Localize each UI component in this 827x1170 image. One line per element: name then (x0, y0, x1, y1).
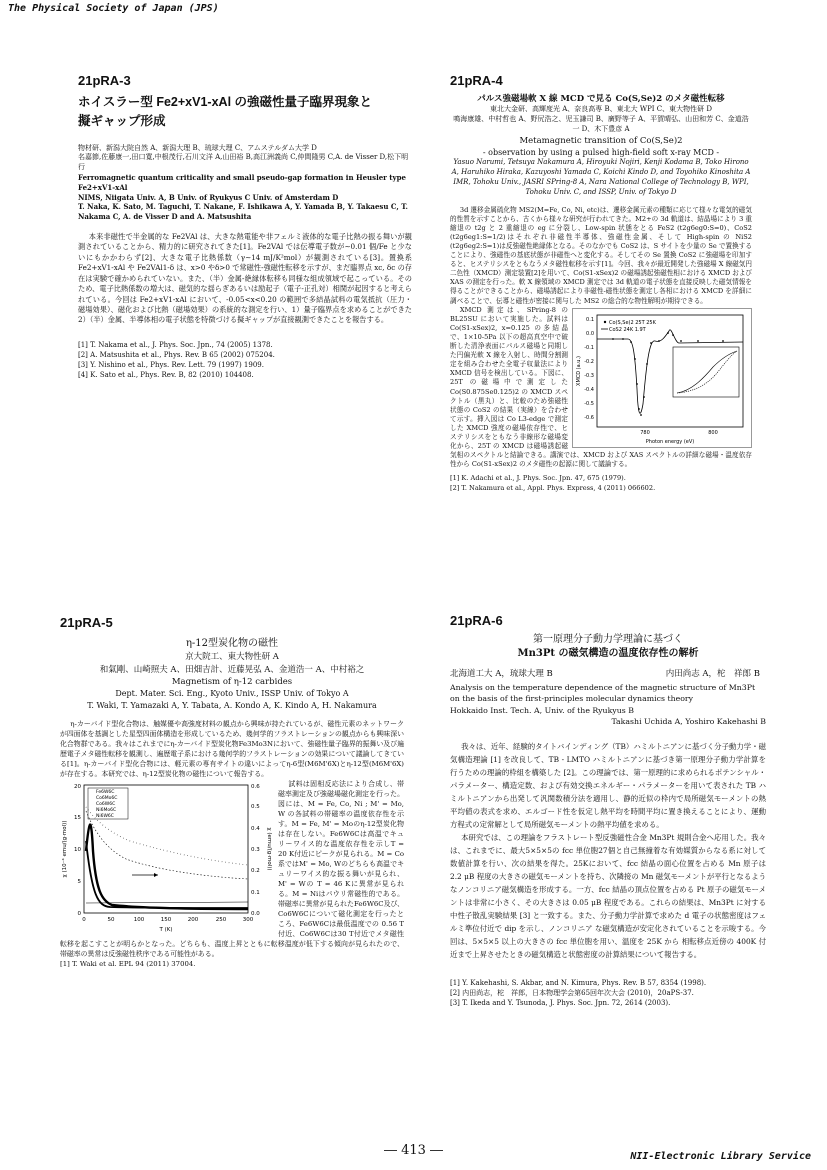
x-tick-label: 100 (133, 917, 145, 924)
y-tick-label: 5 (77, 879, 81, 886)
fe6w6c-curve (86, 825, 248, 909)
affiliation-en: IMR, Tohoku Univ., JASRI SPring-8 A, Nara National College of Technology B, WPI, Tohoku Univ. C, and ISSP, Univ. of Tokyo D (453, 178, 749, 196)
x-tick-label: 800 (708, 429, 718, 436)
y2-tick-label: 0.5 (251, 804, 260, 811)
y-axis-label: XMCD (a.u.) (576, 355, 582, 386)
legend-entry: Co6W6C (96, 802, 116, 808)
title-en: Analysis on the temperature dependence of the magnetic structure of Mn3Pt on the basis of the first-principles molecular dynamics theory (450, 683, 756, 704)
references (60, 959, 404, 969)
y2-tick-label: 0.0 (251, 911, 260, 918)
body-paragraph: XMCD 測定は、SPring-8 の BL25SU において実施した。試料は Co(S1-xSex)2, x=0.125 の多結晶で、1×10-5Pa 以下の超高真空中で破断した清浄表面にパルス磁場と同期した円偏光軟 X 線を入射し、時間分割測定を組み合わせた全電子収量法により XMCD 信号を検出している。下図に、25T の磁場中で測定した Co(S0.875Se0.125)2 の XMCD スペクトル（黒丸）と、比較のため強磁性状態の CoS2 の結果（実線）を合わせて示す。挿入図は Co L3-edge で測定した XMCD 強度の磁場依存性で、ヒステリシスをともなう非線形な磁場変化から、25T の XMCD は磁場誘起磁気相のスペクトルと結論できる。講演では、XMCD および XAS スペクトルの詳細な磁場・温度依存性から Co(S1-xSex)2 のメタ磁性の起源に関して議論する。 (450, 305, 752, 469)
abstract-title-jp: η-12型炭化物の磁性 (185, 637, 279, 649)
y-tick-label: 0 (77, 911, 81, 918)
reference-item: [2] T. Nakamura et al., Appl. Phys. Express, 4 (2011) 066602. (450, 483, 656, 492)
reference-item: [3] Y. Nishino et al., Phys. Rev. Lett. 79 (1997) 1909. (78, 361, 264, 370)
axis-arrowhead (154, 873, 158, 877)
abstract-title-jp-line2: 擬ギャップ形成 (78, 114, 166, 129)
susceptibility-figure (60, 781, 272, 933)
x-tick-label: 0 (82, 917, 86, 924)
abstract-21pRA-4 (450, 72, 752, 572)
abstract-body (60, 719, 404, 959)
y-tick-label: 20 (74, 784, 81, 791)
authors-jp: 内田尚志 A，柁 祥郎 B (665, 668, 760, 679)
x-tick-label: 50 (107, 917, 115, 924)
authors-jp: 和氣剛、山崎照夫 A、田畑吉計、近藤晃弘 A、金道浩一 A、中村裕之 (99, 664, 365, 675)
y-tick-label: -0.6 (584, 414, 594, 421)
affiliation-en: Dept. Mater. Sci. Eng., Kyoto Univ., ISSP Univ. of Tokyo A (115, 689, 349, 699)
y-tick-label: -0.1 (584, 344, 594, 351)
affiliation-jp: 京大院工、東大物性研 A (185, 652, 279, 663)
service-footer: NII-Electronic Library Service (630, 1151, 811, 1162)
references (78, 340, 412, 381)
authors-jp: 鳴海康雄、中村哲也 A、野尻浩之、児玉謙司 B、廣野等子 A、平賀晴弘、山田和芳 C、金道浩一 D、木下豊彦 A (453, 114, 749, 133)
legend-entry: Ni6Mo6C (96, 808, 117, 814)
y-tick-label: 0.0 (586, 330, 594, 337)
y-tick-label: 0.1 (586, 316, 594, 323)
body-paragraph: 本来非磁性で半金属的な Fe2VAl は、大きな熱電能や非フェルミ液体的な電子比熱の振る舞いが観測されていることから、精力的に研究されてきた[1]。Fe2VAl では伝導電子数が∼0.01 個/Fe と少ないにもかかわらず[2]、大きな電子比熱係数（γ∼14 mJ/K²mol）が観測されている[3]。置換系 Fe2+xV1-xAl や Fe2VAl1-δ は、x>0 やδ>0 で常磁性-強磁性転移を示すが、まだ臨界点 xc, δc の存在は実験で確かめられていない。また、（半）金属-絶縁体転移も同様な組成領域で起こっている。そのため、電子比熱係数の増大は、磁気的な揺らぎあるいは励起子（電子-正孔対）相関が起因すると考えられている。今回は Fe2+xV1-xAl において、-0.05<x<0.20 の範囲で多結晶試料の電気抵抗（圧力・磁場効果）、磁化および比熱（磁場効果）の系統的な測定を行い、1）量子臨界点を求めることができた 2）（半）金属、半導体相の電子状態を特徴づける擬ギャップが直接観測できたことを報告する。 (78, 231, 412, 325)
affiliation-jp: 北海道工大 A，琉球大理 B (450, 668, 553, 679)
legend-entry: Co(S,Se)2 25T 25K (609, 319, 656, 326)
x-tick-label: 300 (242, 917, 254, 924)
abstract-code: 21pRA-4 (450, 73, 503, 88)
xmcd-plot (573, 309, 751, 447)
abstract-body (450, 741, 766, 961)
abstract-title-jp: パルス強磁場軟 X 線 MCD で見る Co(S,Se)2 のメタ磁性転移 (477, 93, 725, 104)
reference-item: [1] T. Waki et al. EPL 94 (2011) 37004. (60, 960, 196, 969)
affiliation-jp: 物材研、新潟大院自然 A、新潟大理 B、琉球大理 C、アムステルダム大学 D (78, 143, 317, 152)
abstract-title-jp: 第一原理分子動力学理論に基づく (533, 633, 683, 645)
x-tick-label: 150 (160, 917, 172, 924)
affiliation-en: Hokkaido Inst. Tech. A, Univ. of the Ryukyus B (450, 705, 634, 715)
y-tick-label: -0.4 (584, 386, 594, 393)
legend-entry: Co6Mo6C (96, 796, 118, 802)
page-number: ― 413 ― (383, 1143, 444, 1158)
title-en: Ferromagnetic quantum criticality and small pseudo-gap formation in Heusler type Fe2+xV1-xAl (78, 172, 406, 192)
x-tick-label: 250 (215, 917, 227, 924)
abstract-body (78, 232, 412, 326)
x-tick-label: 200 (187, 917, 199, 924)
y-tick-label: 10 (74, 847, 81, 854)
y2-tick-label: 0.4 (251, 826, 260, 833)
y2-axis-label: χ (emu/(g·mol)) (266, 827, 272, 872)
references (450, 474, 752, 493)
abstract-21pRA-6 (450, 612, 766, 1082)
affiliation-jp: 東北大金研、高輝度光 A、奈良高専 B、東北大 WPI C、東大物性研 D (490, 105, 712, 114)
subtitle-en: - observation by using a pulsed high-field soft x-ray MCD - (482, 147, 720, 157)
y2-tick-label: 0.1 (251, 890, 260, 897)
reference-item: [2] A. Matsushita et al., Phys. Rev. B 65 (2002) 075204. (78, 351, 275, 360)
reference-item: [3] T. Ikeda and Y. Tsunoda, J. Phys. Soc. Jpn. 72, 2614 (2003). (450, 998, 671, 1007)
body-paragraph: η-カーバイド型化合物は、触媒優や高強度材料の観点から興味が持たれているが、磁性元素のネットワークが四面体を基調とした星型四面体構造を形成しているため、幾何学的フラストレーションの観点からも興味深い化合物群である。我々はこれまでにη-カーバイド型炭化物Fe3Mo3Nにおいて、強磁性量子臨界的振舞い及び遍歴電子メタ磁性転移を観測し、遍歴電子系における幾何学的フラストレーションの効果について議論してきている[1]。η-カーバイド型化合物には、軽元素の専有サイトの違いによってη-6型(M6M'6X)とη-12型(M6M'6X)が存在する。本研究では、η-12型炭化物の磁性について報告する。 (60, 720, 404, 779)
authors-en: Takashi Uchida A, Yoshiro Kakehashi B (611, 717, 766, 727)
y2-tick-label: 0.3 (251, 847, 260, 854)
body-paragraph: 本研究では、この理論をフラストレート型反強磁性合金 Mn3Pt 規則合金へ応用した。我々は、これまでに、最大5×5×5の fcc 単位胞27個と自己無撞着な有効媒質からなる系に対して数値計算を行い、次の結果を得た。25Kにおいて、fcc 結晶の面心位置を占める Mn 原子は 2.2 μB 程度の大きさの磁気モーメントを持ち、次隣接の Mn 磁気モーメントが平行となるようなノンコリニア磁気構造を形成する。一方、fcc 結晶の頂点位置を占める Pt 原子の磁気モーメントは非常に小さく、その大きさは 0.05 μB 程度である。これらの結果は、Mn3Pt に対する中性子散乱実験結果 [3] と一致する。また、分子動力学計算で求めた d 電子の状態密度はフェルミ準位付近で dip を示し、ノンコリニア な磁気構造が安定化されていることを示唆する。今回は、5×5×5 以上の大きさの fcc 単位胞を用い、温度を 25K から 相転移点近傍の 400K 付近まで上昇させたときの磁気構造と状態密度の計算結果について報告する。 (450, 833, 766, 959)
x-axis-label: T (K) (159, 927, 173, 934)
co6mo6c-curve (86, 811, 248, 879)
body-paragraph: 3d 遷移金属硫化物 MS2(M=Fe, Co, Ni, etc)は、遷移金属元素の種類に応じて様々な電気的磁気的性質を示すことから、古くから様々な研究が行われてきた。M2+の 3d 軌道は、結晶場により 3 重縮退の t2g と 2 重縮退の eg に分裂し、Low-spin 状態をとる FeS2 (t2g6eg0:S=0)、CoS2 (t2g6eg1:S=1/2)はそれぞれ非磁性半導体、強磁性金属、そして High-spin の NiS2 (t2g6eg2:S=1)は反強磁性絶縁体となる。そのなかでも CoS2 は、S サイトを少量の Se で置換することにより、強磁性の基底状態が非磁性へと変化する。そしてその Se 置換 CoS2 に強磁場を印加すると、ヒステリシスをともなうメタ磁性転移を示す[1]。今回、我々が最近開発した強磁場 X 線磁気円二色性（XMCD）測定装置[2]を用いて、Co(S1-xSex)2 の磁場誘起強磁性相における XMCD および XAS の測定を行った。軟 X 線領域の XMCD 測定では 3d 軌道の電子状態を直接反映した磁気情報を得ることができることから、磁場誘起により非磁性-磁性状態を測定し各相における XMCD を詳細に調べることで、伝導と磁性が密接に関与した MS2 の総合的な物性解明が期待できる。 (450, 205, 752, 305)
abstract-title-jp-line2: Mn3Pt の磁気構造の温度依存性の解析 (517, 648, 699, 660)
body-paragraph: 試料は固相反応法により合成し、帯磁率測定及び強磁場磁化測定を行った。図には、M = Fe, Co, Ni ; M' = Mo, W の各試料の帯磁率の温度依存性を示す。M = Fe, M' = Moのη-12型炭化物は存在しない。Fe6W6Cは高温でキュリーワイス的な温度依存性を示しT = 20 K付近にピークが見られる。M = Co系ではM' = Mo, Wのどちらも高温でキュリーワイス的な振る舞いが見られ、M' = Wの T = 46 Kに異常が見られる。M = Niはパウリ常磁性的である。帯磁率に異常が見られたFe6W6C及び、Co6W6Cについて磁化測定を行ったところ、Fe6W6Cは最低温度での 0.56 T付近、Co6W6Cは30 T付近でメタ磁性転移を起こすことが明らかとなった。どちらも、温度上昇とともに転移温度が低下する傾向が見られたので、帯磁率の異常は反強磁性秩序である可能性がある。 (60, 780, 404, 959)
xmcd-figure (572, 308, 752, 448)
x-axis-label: Photon energy (eV) (645, 438, 695, 445)
y-axis-label: χ (10⁻⁴ emu/(g·mol)) (62, 821, 68, 878)
ni6w6c-curve (86, 902, 248, 903)
reference-item: [1] Y. Kakehashi, S. Akbar, and N. Kimura, Phys. Rev. B 57, 8354 (1998). (450, 978, 707, 987)
y-tick-label: -0.3 (584, 372, 594, 379)
references (450, 978, 766, 1008)
affiliation-authors-row (450, 668, 766, 680)
legend-marker (604, 320, 606, 322)
title-en: Metamagnetic transition of Co(S,Se)2 (519, 135, 683, 146)
abstract-code: 21pRA-5 (60, 615, 113, 630)
abstract-21pRA-5 (60, 614, 404, 1080)
affiliation-en: NIMS, Niigata Univ. A, B Univ. of Ryukyus C Univ. of Amsterdam D (78, 192, 339, 202)
legend-entry: CoS2 24K 1.9T (609, 326, 646, 333)
y2-tick-label: 0.2 (251, 868, 260, 875)
x-tick-label: 780 (640, 429, 650, 436)
y-tick-label: -0.5 (584, 400, 594, 407)
reference-item: [4] K. Sato et al., Phys. Rev. B, 82 (2010) 104408. (78, 371, 254, 380)
authors-en: Yasuo Narumi, Tetsuya Nakamura A, Hiroyuki Nojiri, Kenji Kodama B, Toko Hirono A, Haruhiko Hiraka, Kazuyoshi Yamada C, Koichi Kindo D, and Toyohiko Kinoshita A (451, 158, 751, 177)
y-tick-label: 15 (74, 815, 81, 822)
y-tick-label: -0.2 (584, 358, 594, 365)
reference-item: [2] 内田尚志，柁 祥郎，日本物理学会第65回年次大会 (2010)，20aPS-37. (450, 988, 694, 997)
legend-entry: Fe6W6C (96, 790, 115, 796)
y2-tick-label: 0.6 (251, 784, 260, 791)
title-en: Magnetism of η-12 carbides (171, 676, 293, 687)
legend-entry: Ni6W6C (96, 814, 114, 820)
authors-en: T. Naka, K. Sato, M. Taguchi, T. Nakane, F. Ishikawa A, Y. Yamada B, Y. Takaesu C, T. Nakama C, A. de Visser D and A. Matsushita (78, 202, 408, 222)
abstract-code: 21pRA-6 (450, 613, 503, 628)
abstract-21pRA-3 (78, 72, 412, 572)
susceptibility-plot (60, 781, 272, 933)
abstract-title-jp: ホイスラー型 Fe2+xV1-xAl の強磁性量子臨界現象と (78, 94, 373, 109)
abstract-body (450, 206, 752, 470)
abstract-code: 21pRA-3 (78, 73, 131, 88)
authors-en: T. Waki, T. Yamazaki A, Y. Tabata, A. Kondo A, K. Kindo A, H. Nakamura (87, 700, 377, 710)
reference-item: [1] T. Nakama et al., J. Phys. Soc. Jpn., 74 (2005) 1378. (78, 340, 273, 349)
journal-header: The Physical Society of Japan (JPS) (8, 3, 219, 14)
reference-item: [1] K. Adachi et al., J. Phys. Soc. Jpn. 47, 675 (1979). (450, 474, 626, 483)
authors-jp: 名嘉節,佐藤康一,田口寛,中根茂行,石川文洋 A,山田裕 B,高江洲義尚 C,仲間隆男 C,A. de Visser D,松下明行 (78, 153, 409, 172)
body-paragraph: 我々は、近年、経験的タイトバインディング（TB）ハミルトニアンに基づく分子動力学・磁気構造理論 [1] を改良して、TB - LMTO ハミルトニアンに基づき第一原理分子動力学計算を行うための理論的枠組を構築した [2]。この理論では、第一原理的に求められるポテンシャル・パラメーター、構造定数、および有効交換エネルギー・パラメーターを用いて表された TB ハミルトニアンから出発して汎関数積分法を適用し、静的近似の枠内で局所磁気モーメントの熱平均値の表式を求め、エルゴード性を仮定し熱平均を時間平均に置き換えることにより、運動方程式の定常解として局所磁気モーメントの熱平均値を求める。 (450, 742, 766, 830)
